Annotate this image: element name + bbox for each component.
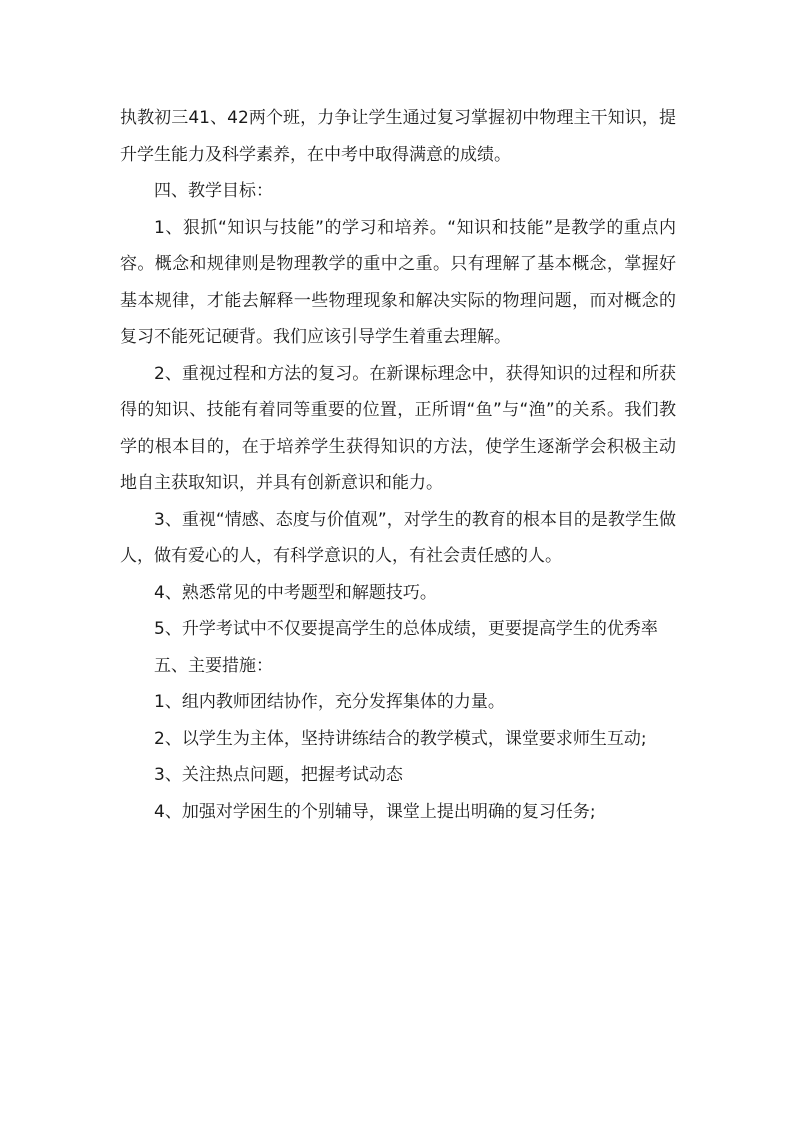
measure-item-4: 4、加强对学困生的个别辅导，课堂上提出明确的复习任务;	[154, 801, 596, 822]
measure-item-3: 3、关注热点问题，把握考试动态	[154, 765, 403, 785]
goal-item-5: 5、升学考试中不仅要提高学生的总体成绩，更要提高学生的优秀率	[154, 619, 658, 639]
document-body	[120, 100, 676, 830]
measure-item-2: 2、以学生为主体，坚持讲练结合的教学模式，课堂要求师生互动;	[154, 728, 647, 749]
measure-item-1: 1、组内教师团结协作，充分发挥集体的力量。	[154, 692, 505, 712]
goal-item-2: 2、重视过程和方法的复习。在新课标理念中，获得知识的过程和所获得的知识、技能有着同等重要的位置，正所谓“鱼”与“渔”的关系。我们教学的根本目的，在于培养学生获得知识的方法，使学生逐渐学会积极主动地自主获取知识，并具有创新意识和能力。	[120, 363, 676, 493]
goal-item-4: 4、熟悉常见的中考题型和解题技巧。	[154, 582, 437, 603]
section-heading-main-measures: 五、主要措施：	[154, 655, 273, 676]
section-heading-teaching-goals: 四、教学目标：	[154, 181, 273, 201]
goal-item-1: 1、狠抓“知识与技能”的学习和培养。“知识和技能”是教学的重点内容。概念和规律则是物理教学的重中之重。只有理解了基本概念，掌握好基本规律，才能去解释一些物理现象和解决实际的物理问题，而对概念的复习不能死记硬背。我们应该引导学生着重去理解。	[120, 217, 676, 347]
goal-item-3: 3、重视“情感、态度与价值观”，对学生的教育的根本目的是教学生做人，做有爱心的人，有科学意识的人，有社会责任感的人。	[120, 509, 676, 566]
paragraph-intro-continued: 执教初三41、42两个班，力争让学生通过复习掌握初中物理主干知识，提升学生能力及科学素养，在中考中取得满意的成绩。	[120, 108, 676, 165]
